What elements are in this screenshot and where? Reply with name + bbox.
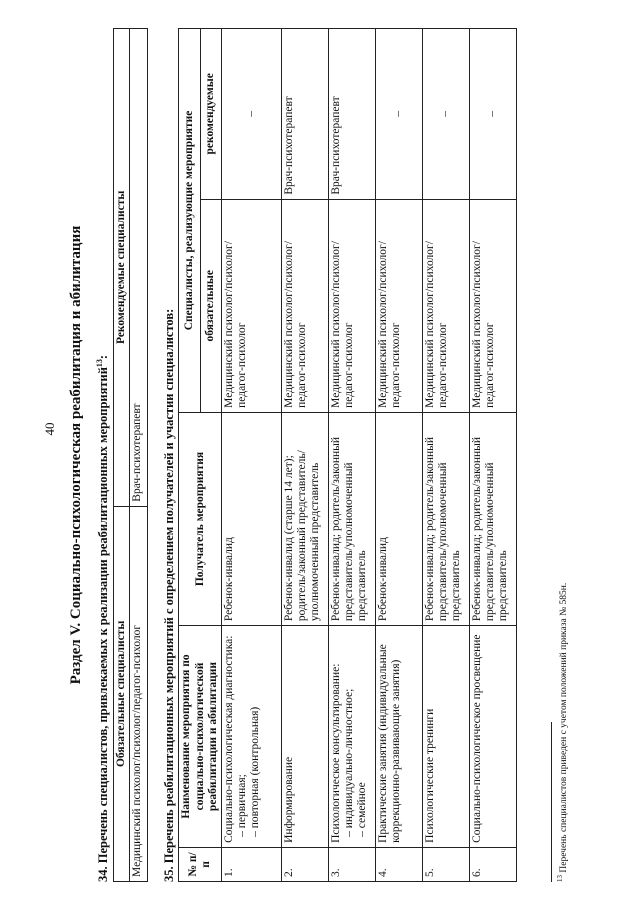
recommended-cell: – <box>376 29 423 200</box>
measure-name-line: – первичная; <box>236 774 249 837</box>
required-cell: Медицинский психолог/психолог/педагог-психолог <box>282 199 329 412</box>
row-number: 1. <box>222 847 282 881</box>
table34-heading <box>95 28 111 882</box>
recipient-cell: Ребенок-инвалид; родитель/законный представитель/уполномоченный представитель <box>470 412 517 625</box>
measure-name-line: Практические занятия (индивидуальные коррекционно-развивающие занятия) <box>377 644 403 843</box>
required-subheader: обязательные <box>200 199 221 412</box>
measure-name-line: Психологическое консультирование: <box>330 663 343 843</box>
recipient-cell: Ребенок-инвалид; родитель/законный представитель/уполномоченный представитель <box>329 412 376 625</box>
measure-name-line: Психологические тренинги <box>424 708 437 843</box>
recipient-cell: Ребенок-инвалид <box>222 412 282 625</box>
section-title: Раздел V. Социально-психологическая реабилитация и абилитация <box>68 225 84 685</box>
table-row <box>470 29 517 882</box>
specialists-header-row <box>113 29 129 882</box>
specialists-header: Специалисты, реализующие мероприятие <box>179 29 200 413</box>
required-cell: Медицинский психолог/психолог/педагог-психолог <box>470 199 517 412</box>
page-number: 40 <box>42 422 57 436</box>
row-number: 4. <box>376 847 423 881</box>
specialists-table <box>113 28 148 882</box>
table34-heading-text: 34. Перечень специалистов, привлекаемых к реализации реабилитационных мероприятий <box>96 367 111 882</box>
recommended-subheader: рекомендуемые <box>200 29 221 200</box>
table-row <box>329 29 376 882</box>
measure-name <box>222 626 282 848</box>
table34-footnote-mark: 13 <box>95 359 105 368</box>
row-number: 5. <box>423 847 470 881</box>
recipient-cell: Ребенок-инвалид (старше 14 лет); родитель/законный представитель/уполномоченный представитель <box>282 412 329 625</box>
table-row <box>423 29 470 882</box>
measure-name <box>376 626 423 848</box>
recipient-header: Получатель мероприятия <box>179 412 222 625</box>
required-specialists-cell: Медицинский психолог/психолог/педагог-психолог <box>130 506 148 881</box>
required-cell: Медицинский психолог/психолог/педагог-психолог <box>376 199 423 412</box>
measures-table <box>178 28 517 882</box>
measure-name-line: Социально-психологическое просвещение <box>471 634 484 843</box>
measure-name-line: – повторная (контрольная) <box>249 706 262 837</box>
measure-name <box>282 626 329 848</box>
table-row <box>282 29 329 882</box>
footnote-divider <box>551 722 552 882</box>
recipient-cell: Ребенок-инвалид <box>376 412 423 625</box>
row-number: 3. <box>329 847 376 881</box>
recommended-cell: – <box>470 29 517 200</box>
table-row <box>222 29 282 882</box>
measure-name <box>470 626 517 848</box>
recommended-specialists-header: Рекомендуемые специалисты <box>113 29 129 507</box>
measure-name-line: Социально-психологическая диагностика: <box>223 635 236 843</box>
measure-name-header: Наименование мероприятия по социально-психологической реабилитации и абилитации <box>179 626 222 848</box>
num-header: № п/п <box>179 847 222 881</box>
measure-name <box>423 626 470 848</box>
measures-header-row <box>179 29 200 882</box>
table-row <box>376 29 423 882</box>
row-number: 6. <box>470 847 517 881</box>
required-cell: Медицинский психолог/психолог/педагог-психолог <box>423 199 470 412</box>
recipient-cell: Ребенок-инвалид; родитель/законный представитель/уполномоченный представитель <box>423 412 470 625</box>
table35-heading: 35. Перечень реабилитационных мероприятий с определением получателей и участии специалистов: <box>162 308 176 882</box>
row-number: 2. <box>282 847 329 881</box>
measure-name-line: Информирование <box>283 756 296 843</box>
measure-name-line: – индивидуально-личностное; <box>343 688 356 837</box>
specialists-row <box>130 29 148 882</box>
footnote-text: Перечень специалистов приведен с учетом положений приказа № 585н. <box>559 582 570 873</box>
required-cell: Медицинский психолог/психолог/педагог-психолог <box>222 199 282 412</box>
required-cell: Медицинский психолог/психолог/педагог-психолог <box>329 199 376 412</box>
footnote <box>556 28 570 882</box>
recommended-cell: Врач-психотерапевт <box>282 29 329 200</box>
recommended-cell: – <box>423 29 470 200</box>
recommended-specialists-cell: Врач-психотерапевт <box>130 29 148 507</box>
required-specialists-header: Обязательные специалисты <box>113 506 129 881</box>
recommended-cell: – <box>222 29 282 200</box>
table34-heading-end: : <box>96 354 111 360</box>
recommended-cell: Врач-психотерапевт <box>329 29 376 200</box>
page-content <box>68 28 628 882</box>
measure-name-line: – семейное <box>356 782 369 837</box>
measure-name <box>329 626 376 848</box>
footnote-mark: 13 <box>556 875 565 882</box>
